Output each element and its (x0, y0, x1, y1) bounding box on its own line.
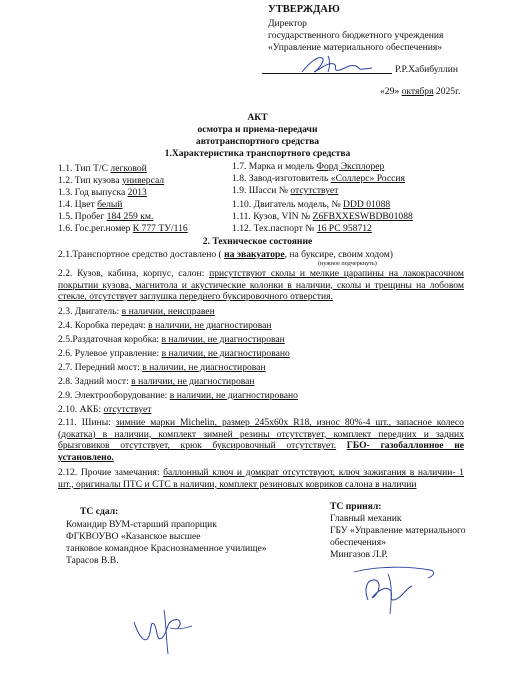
field-1-4 (58, 199, 122, 210)
item-label: 2.9. Электрооборудование: (58, 390, 168, 401)
field-label: 1.12. Тех.паспорт № (232, 223, 315, 234)
selected-option: на эвакуаторе (224, 249, 285, 260)
item-value: отсутствует (103, 404, 152, 415)
item-label: 2.8. Задний мост: (58, 376, 129, 387)
field-1-8 (232, 173, 405, 184)
approval-date-day: «29» (380, 86, 400, 97)
field-1-2 (58, 175, 164, 186)
doc-subtitle-2: автотранспортного средства (195, 136, 320, 147)
other-options: , на буксире, своим ходом) (284, 249, 393, 260)
item-2-8 (58, 376, 255, 387)
item-2-2 (58, 268, 464, 303)
field-label: 1.4. Цвет (58, 199, 95, 210)
field-1-3 (58, 187, 147, 198)
item-value: присутствуют сколы и мелкие царапины на лакокрасочном покрытии кузова, магнитола и акустические колонки в наличии, сколы и трещины на лобовом стекле, отсутствует заглушка переднего буксировочного отверстия. (58, 268, 464, 303)
approval-heading: УТВЕРЖДАЮ (268, 4, 340, 15)
field-value: универсал (122, 175, 165, 186)
accepted-name: Мингазов Л.Р. (330, 549, 388, 560)
approval-org-line1: государственного бюджетного учреждения (268, 30, 444, 41)
item-value: в наличии, не диагностировано (161, 348, 290, 359)
field-1-7 (232, 161, 384, 172)
item-2-3 (58, 306, 215, 317)
accepted-heading: ТС принял: (330, 501, 382, 512)
accepted-line3: обеспечения» (330, 537, 387, 548)
item-value: в наличии, не диагностирован (148, 320, 272, 331)
director-signature-icon (300, 52, 390, 78)
approval-date-year: 2025г. (435, 86, 461, 97)
item-2-5 (58, 334, 285, 345)
field-value: Z6FBXXESWBDB01088 (312, 211, 413, 222)
item-2-1 (58, 249, 393, 260)
field-value: К 777 ТУ/116 (132, 223, 188, 234)
approval-date (380, 86, 460, 97)
item-2-1-hint: (нужное подчеркнуть) (318, 260, 377, 267)
item-value: в наличии, неисправен (121, 306, 215, 317)
field-value: «Соллерс» Россия (330, 173, 405, 184)
doc-title: АКТ (247, 112, 268, 123)
item-note-bold: ГБО- газобаллонное не установлено. (58, 440, 464, 463)
item-value: зимние марки Michelin, размер 245х60х R18, износ 80%-4 шт., запасное колесо (докатка) в наличии, комплект зимней резины отсутствует, комплект передних и задних брызговиков отсутствует, крюк буксировочный отсутствует. (58, 417, 464, 452)
field-label: 1.9. Шасси № (232, 185, 288, 196)
item-label: 2.7. Передний мост: (58, 362, 140, 373)
field-label: 1.2. Тип кузова (58, 175, 120, 186)
handed-heading: ТС сдал: (80, 506, 119, 517)
field-1-1 (58, 163, 147, 174)
item-value: в наличии, не диагностирован (131, 376, 255, 387)
section2-heading: 2. Техническое состояние (202, 236, 313, 247)
field-1-5 (58, 211, 153, 222)
item-2-10 (58, 404, 152, 415)
item-value: в наличии, не диагностировано (169, 390, 298, 401)
item-label: 2.5.Раздаточная коробка: (58, 334, 160, 345)
item-label: 2.6. Рулевое управление: (58, 348, 160, 359)
field-value: 184 259 км. (106, 211, 154, 222)
item-2-12 (58, 467, 464, 490)
field-label: 1.11. Кузов, VIN № (232, 211, 311, 222)
accepted-line1: Главный механик (330, 513, 402, 524)
item-label: 2.3. Двигатель: (58, 306, 120, 317)
handed-line2: ФГКВОУВО «Казанское высшее (66, 531, 201, 542)
field-value: отсутствует (290, 185, 339, 196)
item-value: в наличии, не диагностирован (161, 334, 285, 345)
field-label: 1.8. Завод-изготовитель (232, 173, 329, 184)
item-2-9 (58, 390, 298, 401)
doc-subtitle-1: осмотра и приема-передачи (197, 124, 318, 135)
field-label: 1.7. Марка и модель (232, 161, 314, 172)
item-2-11 (58, 417, 464, 463)
section1-heading: 1.Характеристика транспортного средства (164, 148, 351, 159)
item-label: 2.11. Шины: (58, 417, 111, 428)
accepted-signature-icon (348, 560, 448, 620)
approval-position: Директор (268, 18, 307, 29)
field-1-6 (58, 223, 188, 234)
field-label: 1.10. Двигатель модель, № (232, 199, 341, 210)
field-value: легковой (110, 163, 147, 174)
item-2-7 (58, 362, 266, 373)
field-1-11 (232, 211, 413, 222)
handed-line3: танковое командное Краснознаменное училище» (66, 543, 267, 554)
field-value: белый (97, 199, 123, 210)
approval-org-line2: «Управление материального обеспечения» (268, 42, 443, 53)
field-value: 2013 (127, 187, 147, 198)
field-value: Форд Эксплорер (316, 161, 385, 172)
handed-line1: Командир ВУМ-старший прапорщик (66, 519, 217, 530)
field-label: 1.5. Пробег (58, 211, 105, 222)
item-label: 2.12. Прочие замечания: (58, 467, 160, 478)
field-label: 1.6. Гос.рег.номер (58, 223, 131, 234)
field-1-10 (232, 199, 390, 210)
field-1-9 (232, 185, 338, 196)
accepted-line2: ГБУ «Управление материального (330, 525, 466, 536)
item-label: 2.10. АКБ: (58, 404, 102, 415)
bracket-open: ( (218, 249, 222, 260)
item-2-6 (58, 348, 290, 359)
item-label: 2.1.Транспортное средство доставлено (58, 249, 217, 260)
item-value: в наличии, не диагностирован (142, 362, 266, 373)
handed-name: Тарасов В.В. (66, 555, 119, 566)
field-value: DDD 01088 (343, 199, 391, 210)
field-value: 16 РС 958712 (316, 223, 372, 234)
item-2-4 (58, 320, 272, 331)
item-label: 2.2. Кузов, кабина, корпус, салон: (58, 268, 205, 279)
handed-signature-icon (130, 608, 200, 658)
item-label: 2.4. Коробка передач: (58, 320, 146, 331)
field-label: 1.1. Тип Т/С (58, 163, 109, 174)
item-value: баллонный ключ и домкрат отсутствуют, ключ зажигания в наличии- 1 шт., оригиналы ПТС и СТС в наличии, комплект резиновых ковриков салона в наличии (58, 467, 464, 490)
field-1-12 (232, 223, 372, 234)
approval-signer: Р.Р.Хабибуллин (395, 64, 459, 75)
approval-date-month: октября (401, 86, 434, 97)
field-label: 1.3. Год выпуска (58, 187, 126, 198)
